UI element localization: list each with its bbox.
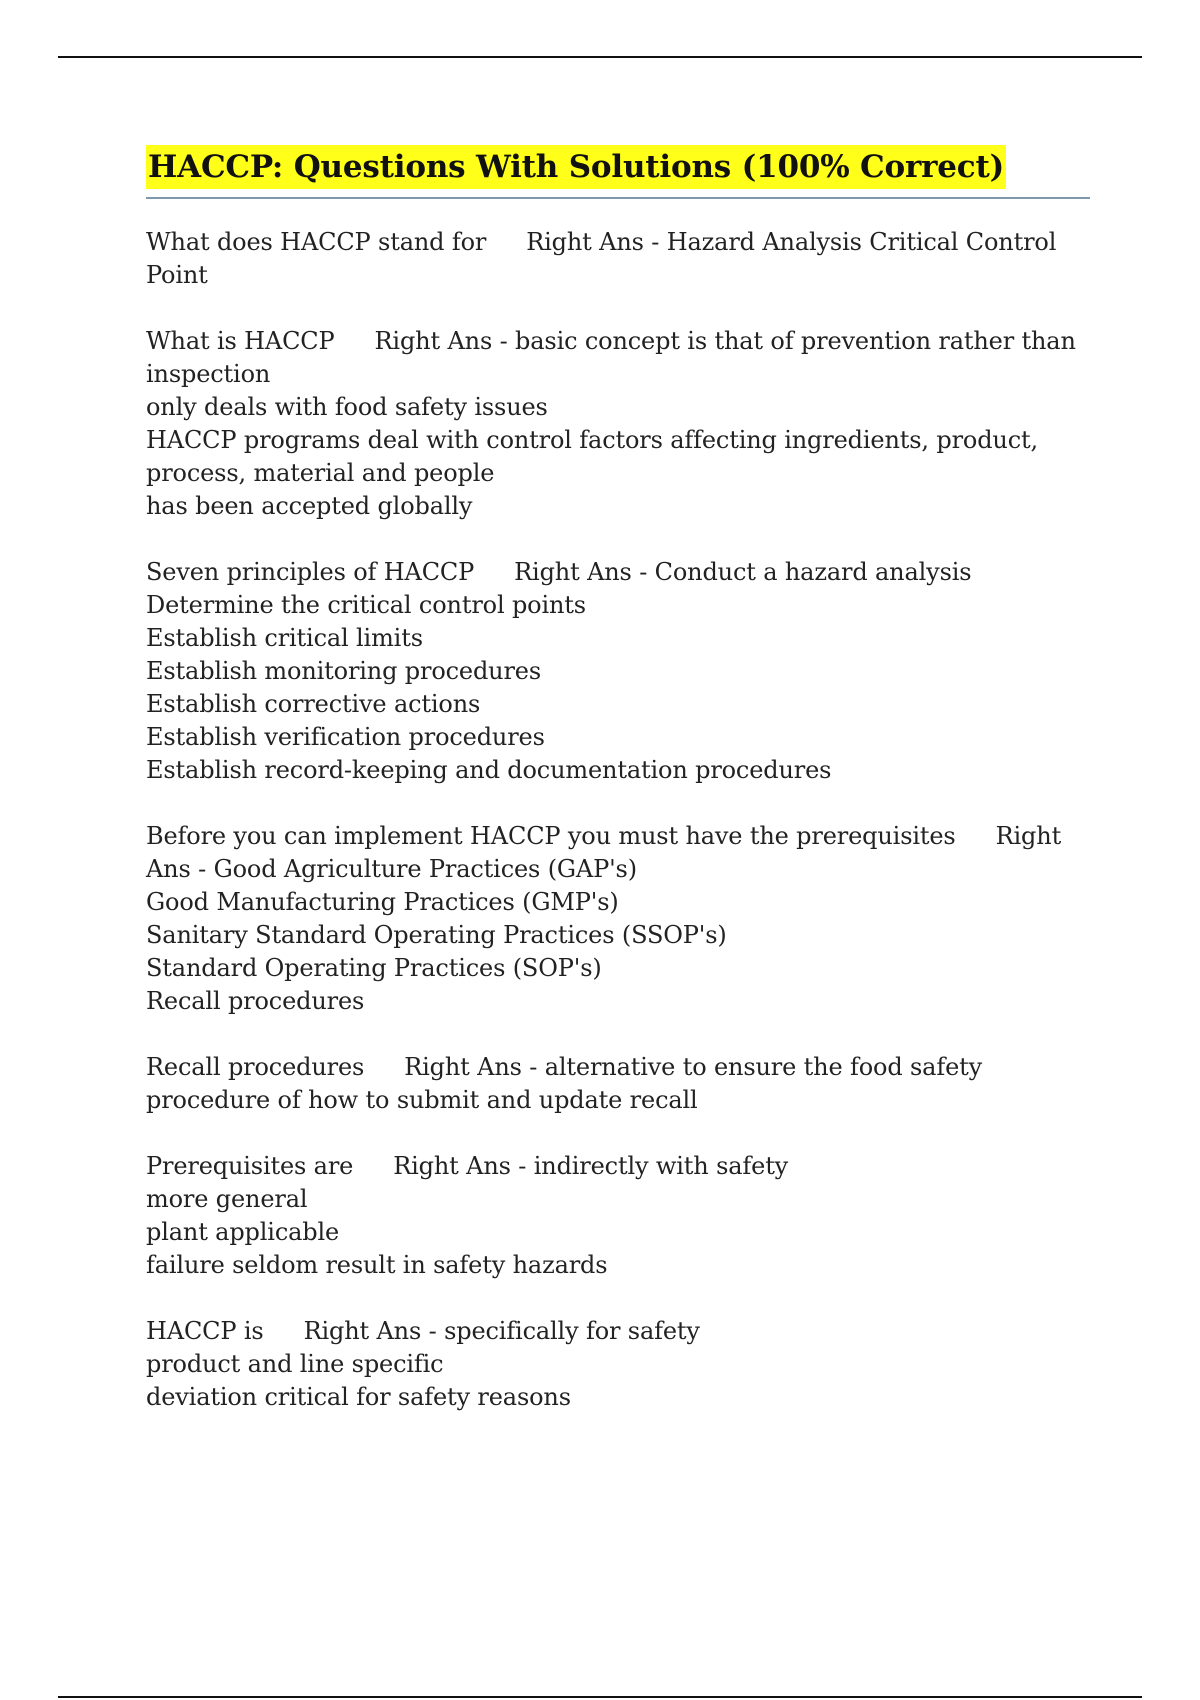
answer-text: Right Ans - alternative to ensure the food safety procedure of how to submit and update recall xyxy=(146,1053,983,1114)
question-text: Seven principles of HACCP xyxy=(146,558,475,586)
qa-item xyxy=(146,1051,1076,1117)
qa-first-line xyxy=(146,325,1076,391)
qa-first-line xyxy=(146,820,1076,886)
answer-line: Good Manufacturing Practices (GMP's) xyxy=(146,888,619,916)
title-block xyxy=(146,145,1090,199)
question-text: Prerequisites are xyxy=(146,1152,354,1180)
answer-line: failure seldom result in safety hazards xyxy=(146,1251,608,1279)
answer-line: Sanitary Standard Operating Practices (SSOP's) xyxy=(146,921,727,949)
page-title: HACCP: Questions With Solutions (100% Correct) xyxy=(146,145,1006,189)
qa-item xyxy=(146,1150,1076,1282)
qa-first-line xyxy=(146,556,1076,589)
question-text: What does HACCP stand for xyxy=(146,228,487,256)
qa-item xyxy=(146,226,1076,292)
answer-line: Establish monitoring procedures xyxy=(146,657,542,685)
answer-line: Establish corrective actions xyxy=(146,690,481,718)
question-text: HACCP is xyxy=(146,1317,264,1345)
qa-first-line xyxy=(146,1315,1076,1348)
qa-item xyxy=(146,325,1076,523)
question-text: Recall procedures xyxy=(146,1053,365,1081)
answer-line: more general xyxy=(146,1185,308,1213)
page-top-rule xyxy=(58,56,1142,58)
qa-item xyxy=(146,1315,1076,1414)
answer-line: has been accepted globally xyxy=(146,492,473,520)
answer-line: Establish critical limits xyxy=(146,624,423,652)
question-text: Before you can implement HACCP you must have the prerequisites xyxy=(146,822,956,850)
qa-first-line xyxy=(146,1150,1076,1183)
answer-text: Right Ans - specifically for safety xyxy=(303,1317,700,1345)
qa-first-line xyxy=(146,1051,1076,1117)
answer-line: plant applicable xyxy=(146,1218,340,1246)
answer-line: deviation critical for safety reasons xyxy=(146,1383,571,1411)
question-text: What is HACCP xyxy=(146,327,335,355)
page-bottom-rule xyxy=(58,1696,1142,1698)
answer-text: Right Ans - Hazard Analysis Critical Control Point xyxy=(146,228,1057,289)
qa-list xyxy=(146,226,1076,1447)
answer-text: Right Ans - Conduct a hazard analysis xyxy=(514,558,972,586)
answer-line: product and line specific xyxy=(146,1350,444,1378)
qa-item xyxy=(146,556,1076,787)
answer-text: Right Ans - basic concept is that of prevention rather than inspection xyxy=(146,327,1076,388)
qa-item xyxy=(146,820,1076,1018)
answer-line: Establish record-keeping and documentation procedures xyxy=(146,756,832,784)
qa-first-line xyxy=(146,226,1076,292)
answer-line: Standard Operating Practices (SOP's) xyxy=(146,954,602,982)
answer-text: Right Ans - Good Agriculture Practices (GAP's) xyxy=(146,822,1062,883)
answer-line: HACCP programs deal with control factors affecting ingredients, product, process, material and people xyxy=(146,426,1038,487)
answer-line: Determine the critical control points xyxy=(146,591,586,619)
answer-text: Right Ans - indirectly with safety xyxy=(393,1152,789,1180)
answer-line: Recall procedures xyxy=(146,987,365,1015)
answer-line: Establish verification procedures xyxy=(146,723,545,751)
answer-line: only deals with food safety issues xyxy=(146,393,548,421)
